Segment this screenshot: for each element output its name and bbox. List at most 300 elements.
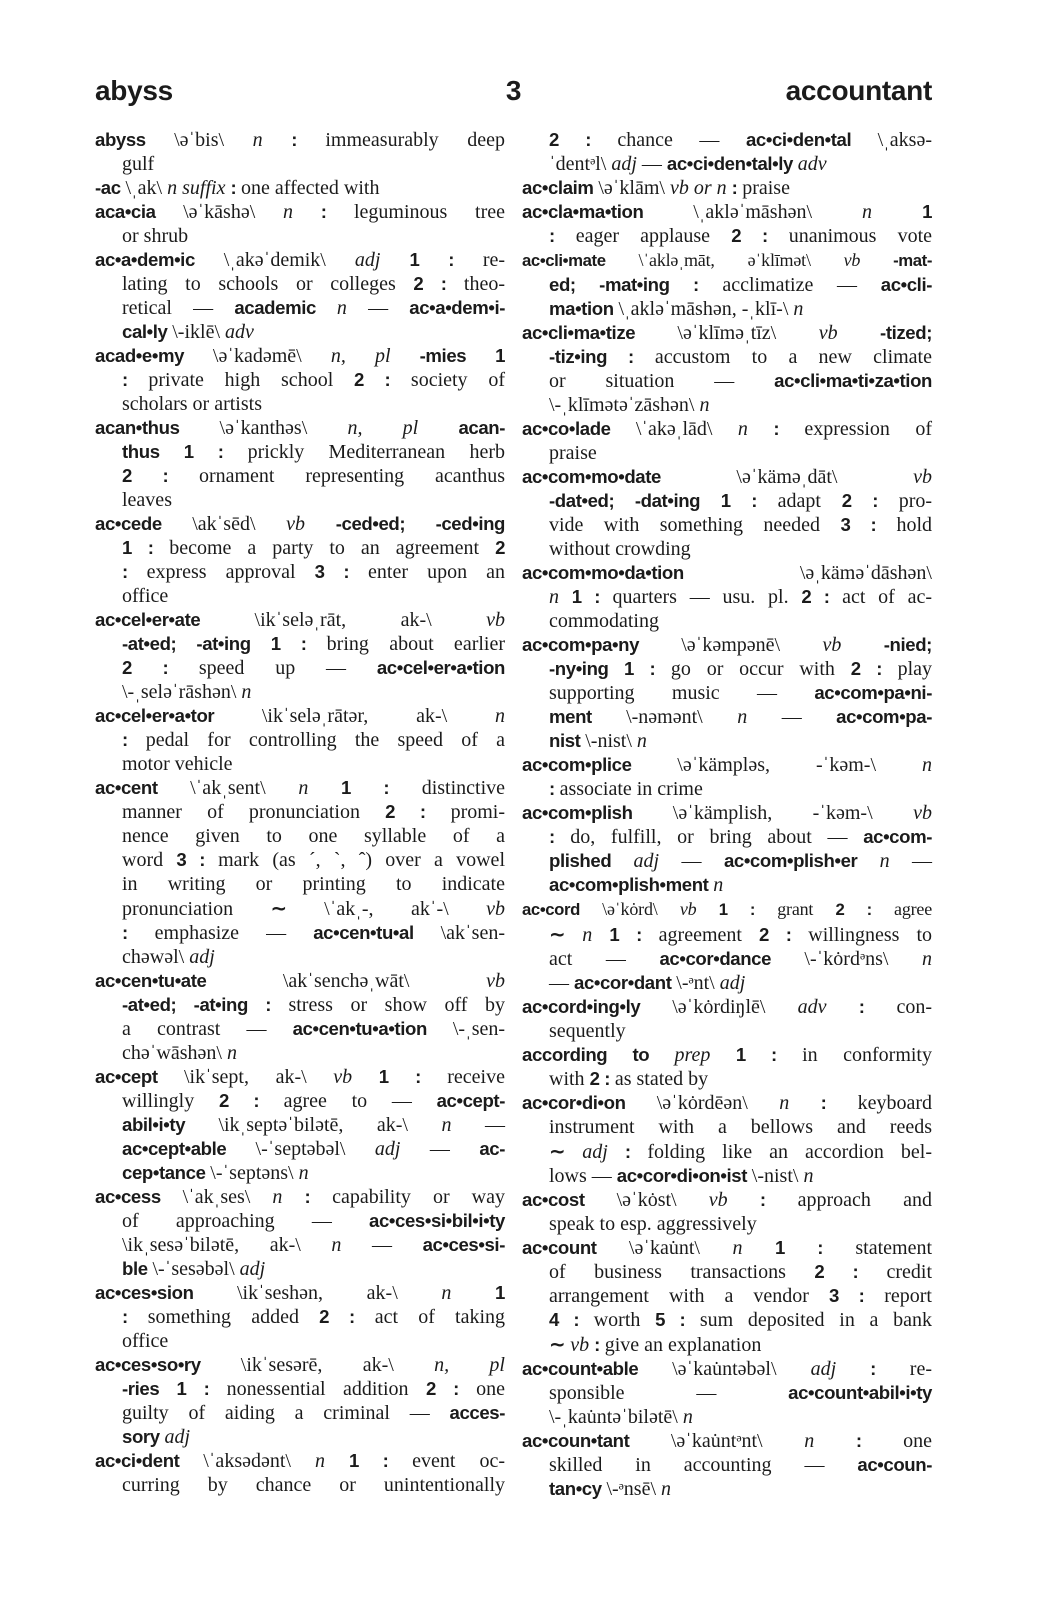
text-run: \ikˈsept, ak-\	[184, 1066, 334, 1088]
text-run: ac•cor•dant	[574, 972, 677, 993]
text-run: ac•cept-	[436, 1090, 505, 1111]
text-run: ac•cor•di•on	[522, 1092, 657, 1113]
text-run: worth	[593, 1309, 656, 1331]
text-run: prickly Mediterranean herb	[247, 441, 505, 463]
entry-line	[522, 971, 932, 995]
dictionary-entry	[95, 1185, 505, 1281]
text-run: re-	[482, 249, 506, 271]
text-run: express approval	[146, 561, 315, 583]
text-run: acclimatize —	[722, 274, 881, 296]
dictionary-entry	[95, 1353, 505, 1449]
page-header	[95, 76, 932, 106]
text-run: office	[122, 585, 169, 607]
text-run: 2 :	[589, 1068, 615, 1089]
text-run: expression of	[804, 418, 933, 440]
text-run: n	[804, 1430, 856, 1452]
text-run: :	[820, 1092, 858, 1113]
swung-dash: ∼	[270, 896, 287, 920]
text-run: speed up —	[198, 657, 377, 679]
text-run: acan-	[458, 417, 506, 438]
text-run: 1 :	[409, 249, 483, 270]
text-run: or situation —	[549, 370, 775, 392]
text-run: 4 :	[549, 1309, 594, 1330]
text-run: hold	[896, 514, 933, 536]
text-run: agree to —	[283, 1090, 437, 1112]
text-run: \-ˈseptəbəl\	[255, 1138, 375, 1160]
text-run: :	[122, 922, 155, 943]
entry-line	[522, 1115, 932, 1139]
entry-line	[95, 752, 505, 776]
text-run: \əˈkȯrdēən\	[656, 1092, 780, 1114]
entry-line	[522, 393, 932, 417]
text-run: ac•a•dem•i-	[409, 297, 506, 318]
text-run: 1 :	[775, 1237, 856, 1258]
text-run: 1 :	[348, 1450, 413, 1471]
text-run: n	[226, 1042, 237, 1064]
text-run: vb	[708, 1189, 760, 1211]
text-run: emphasize —	[154, 922, 314, 944]
entry-line	[522, 489, 932, 513]
text-run: ac•cel•er•a•tion	[376, 657, 505, 678]
text-run: or shrub	[122, 225, 189, 247]
text-run: ac•com•plish	[522, 802, 673, 823]
entry-line	[95, 632, 505, 656]
entry-line	[522, 1188, 932, 1212]
text-run: ac•com•plish•er	[723, 850, 880, 871]
dictionary-entry	[95, 1449, 505, 1497]
text-run: :	[549, 778, 560, 799]
text-run: :	[304, 1186, 333, 1207]
text-run: acan•thus	[95, 417, 220, 438]
text-run: -ny•ing 1 :	[549, 658, 671, 679]
text-run: 2 :	[549, 129, 618, 150]
text-run: -nied;	[883, 634, 932, 655]
dictionary-entry	[95, 776, 505, 969]
text-run: ma•tion	[549, 298, 619, 319]
text-run: adj	[164, 1426, 191, 1448]
text-run: \əˈkāshə\	[183, 201, 283, 223]
text-run: give an explanation	[604, 1334, 762, 1356]
text-run: ˈdentᵊl\	[549, 153, 612, 175]
text-run: 2 :	[354, 369, 411, 390]
text-run: academic	[234, 297, 337, 318]
text-run: promi-	[450, 801, 505, 823]
dictionary-entry	[522, 1236, 932, 1357]
text-run: associate in crime	[559, 778, 703, 800]
text-run: vb	[843, 250, 894, 270]
text-run: aca•cia	[95, 201, 184, 222]
entry-line	[522, 1019, 932, 1043]
entry-line	[95, 320, 505, 344]
text-run: \ˈaksədənt\	[203, 1450, 315, 1472]
text-run: vb	[818, 322, 881, 344]
entry-line	[522, 537, 932, 561]
entry-line	[522, 995, 932, 1019]
text-run: ac•co•lade	[522, 418, 636, 439]
swung-dash: ∼	[549, 1139, 566, 1163]
text-run: ac•com•plish•ment	[549, 874, 714, 895]
entry-line	[522, 273, 932, 297]
text-run: -at•ed; -at•ing 1 :	[122, 633, 327, 654]
text-run: society of	[410, 369, 506, 391]
text-run: ac•cli•ma•ti•za•tion	[774, 370, 932, 391]
text-run: retical —	[122, 297, 235, 319]
entry-line	[522, 1164, 932, 1188]
text-run: adv	[797, 153, 827, 175]
text-run: :	[759, 1189, 798, 1210]
text-run: ac•cen•tu•a•tion	[292, 1018, 453, 1039]
text-run: :	[858, 996, 897, 1017]
text-run: vb	[913, 466, 932, 488]
text-run: 3 :	[828, 1285, 885, 1306]
dictionary-entry	[95, 1281, 505, 1353]
text-run: enter upon an	[368, 561, 505, 583]
entry-line	[522, 1429, 932, 1453]
entry-line	[522, 297, 932, 321]
text-run: ac•cost	[522, 1189, 617, 1210]
text-run: event oc-	[412, 1450, 506, 1472]
text-run: ac•cept	[95, 1066, 184, 1087]
text-run: n	[298, 777, 342, 799]
text-run: :	[855, 1430, 904, 1451]
dictionary-entry	[95, 248, 505, 344]
text-run: 2 :	[814, 1261, 887, 1282]
text-run: with	[549, 1068, 590, 1090]
entry-line	[95, 680, 505, 704]
left-column	[95, 128, 505, 1501]
text-run: 1 :	[735, 1044, 803, 1065]
entry-line	[522, 849, 932, 873]
text-run: \əˈkäməˌdāt\	[736, 466, 914, 488]
text-run: sory	[122, 1426, 165, 1447]
text-run: something added	[147, 1306, 320, 1328]
text-run: theo-	[463, 273, 506, 295]
text-run: praise	[549, 442, 597, 464]
entry-line	[522, 1236, 932, 1260]
dictionary-entry	[95, 128, 505, 176]
text-run: n	[879, 850, 890, 872]
header-guide-word-right: accountant	[785, 75, 932, 106]
text-run: ac•ci•dent	[95, 1450, 204, 1471]
text-run: go or occur with	[670, 658, 851, 680]
text-run: —	[659, 850, 724, 872]
entry-line	[95, 1401, 505, 1425]
entry-line	[522, 321, 932, 345]
text-run: 5 :	[655, 1309, 700, 1330]
text-run: \əˈkəmpənē\	[681, 634, 823, 656]
entry-line	[95, 608, 505, 632]
text-run: 2 :	[835, 900, 895, 919]
text-run: \əˈkämpləs, -ˈkəm-\	[677, 754, 922, 776]
text-run: agreement	[658, 924, 759, 946]
text-run: \əˈkämplish, -ˈkəm-\	[672, 802, 914, 824]
text-run: scholars or artists	[122, 393, 262, 415]
text-run: ac•cli•mate	[522, 251, 639, 270]
entry-line	[522, 585, 932, 609]
text-run: :	[122, 1306, 148, 1327]
entry-line	[95, 824, 505, 848]
dictionary-entry	[522, 1091, 932, 1188]
text-run: vide with something needed	[549, 514, 841, 536]
text-run: adj	[374, 1138, 401, 1160]
entry-line	[95, 536, 505, 560]
entry-line	[95, 344, 505, 368]
entry-line	[522, 1284, 932, 1308]
dictionary-entry	[522, 465, 932, 561]
text-run: acces-	[449, 1402, 505, 1423]
entry-line	[95, 224, 505, 248]
text-run: \əˈkanthəs\	[219, 417, 348, 439]
text-run: n	[737, 706, 748, 728]
text-run: nence given to one syllable of a	[122, 825, 505, 847]
text-run: adj	[189, 946, 215, 968]
entry-line	[522, 1453, 932, 1477]
text-run: \ˌaksə-	[877, 129, 932, 151]
text-run: n	[565, 924, 610, 946]
text-run: ac•cor•dance	[659, 948, 805, 969]
text-run: 2 :	[319, 1306, 375, 1327]
text-run: act of taking	[374, 1306, 505, 1328]
text-run: :	[731, 177, 743, 198]
text-run: ac•claim	[522, 177, 599, 198]
entry-line	[95, 272, 505, 296]
text-run: n	[636, 730, 647, 752]
text-run: \əˈkau̇ntᵊnt\	[670, 1430, 805, 1452]
text-run: ornament representing acanthus	[198, 465, 505, 487]
entry-line	[522, 513, 932, 537]
dictionary-entry	[95, 512, 505, 608]
text-run: :	[230, 177, 242, 198]
text-run: ac•ces•si•bil•i•ty	[369, 1210, 505, 1231]
entry-line	[522, 825, 932, 849]
text-run: 1 :	[341, 777, 422, 798]
entry-line	[522, 1260, 932, 1284]
dictionary-entry	[522, 1188, 932, 1236]
text-run: 1	[922, 201, 933, 222]
text-run: skilled in accounting —	[549, 1454, 858, 1476]
entry-line	[522, 873, 932, 897]
text-run: 2 :	[218, 1090, 284, 1111]
text-run: \ikˈseshən, ak-\	[236, 1282, 442, 1304]
entry-line	[95, 464, 505, 488]
text-run: 2	[495, 537, 506, 558]
entry-line	[522, 1212, 932, 1236]
text-run: \əˈbis\	[174, 129, 253, 151]
text-run: ac•cept•able	[122, 1138, 256, 1159]
text-run: one	[476, 1378, 505, 1400]
text-run: \əˈkȯst\	[616, 1189, 709, 1211]
dictionary-entry	[522, 1357, 932, 1429]
text-run: ac•cli•ma•tize	[522, 322, 678, 343]
text-run: chəˈwāshən\	[122, 1042, 227, 1064]
text-run: \ˈakˌsent\	[190, 777, 299, 799]
entry-line	[95, 1449, 505, 1473]
text-run: \əˈkau̇nt\	[628, 1237, 733, 1259]
text-run: play	[897, 658, 933, 680]
text-run: arrangement with a vendor	[549, 1285, 829, 1307]
entry-line	[95, 776, 505, 800]
header-guide-word-left: abyss	[95, 75, 173, 106]
text-run: do, fulfill, or bring about —	[570, 826, 864, 848]
entry-line	[522, 224, 932, 248]
text-run: ac•ces•si-	[422, 1234, 505, 1255]
text-run: cal•ly	[122, 321, 173, 342]
text-run: \ˌakləˈmāshən, -ˌklī-\	[618, 298, 794, 320]
entry-line	[95, 1041, 505, 1065]
text-run: -tized;	[880, 322, 932, 343]
text-run: gulf	[122, 153, 155, 175]
text-run: 2 :	[841, 490, 899, 511]
entry-line	[95, 921, 505, 945]
text-run: \ˌakləˈmāshən\	[693, 201, 863, 223]
entry-line	[522, 176, 932, 200]
entry-line	[95, 440, 505, 464]
text-run: —	[549, 972, 574, 994]
dictionary-entry	[522, 321, 932, 417]
text-run: \əˌkäməˈdāshən\	[799, 562, 932, 584]
text-run: instrument with a bellows and reeds	[549, 1116, 932, 1138]
text-run: ac•com•plice	[522, 754, 678, 775]
page-body	[95, 128, 932, 1501]
text-run: n	[336, 297, 347, 319]
swung-dash: ∼	[549, 1332, 566, 1356]
entry-line	[95, 1305, 505, 1329]
text-run: \akˈsenchəˌwāt\	[282, 970, 487, 992]
entry-line	[522, 417, 932, 441]
text-run: 1 :	[718, 900, 778, 919]
text-run: stress or show off by	[288, 994, 505, 1016]
entry-line	[522, 1308, 932, 1332]
text-run: ac•com•pa•ni-	[814, 682, 932, 703]
dictionary-entry	[522, 1429, 932, 1501]
text-run: nist	[549, 730, 586, 751]
text-run: thus 1 :	[122, 441, 248, 462]
text-run: adv	[797, 996, 859, 1018]
text-run: willingly	[122, 1090, 219, 1112]
text-run: \ˌakəˈdemik\	[223, 249, 355, 271]
entry-line	[95, 945, 505, 969]
entry-line	[522, 897, 932, 922]
entry-line	[522, 1477, 932, 1501]
text-run: according to	[522, 1044, 675, 1065]
entry-line	[95, 584, 505, 608]
text-run: keyboard	[857, 1092, 932, 1114]
text-run: \-ˌsen-	[452, 1018, 506, 1040]
text-run: \-ᵊnsē\	[606, 1478, 662, 1500]
text-run: chance —	[617, 129, 746, 151]
entry-line	[522, 801, 932, 825]
text-run: ac•coun•tant	[522, 1430, 671, 1451]
dictionary-entry	[522, 248, 932, 321]
dictionary-entry	[522, 176, 932, 200]
entry-line	[95, 248, 505, 272]
text-run: n	[661, 1478, 672, 1500]
dictionary-entry	[95, 416, 505, 512]
entry-line	[95, 656, 505, 680]
text-run: \-iklē\	[172, 321, 225, 343]
entry-line	[95, 200, 505, 224]
entry-line	[95, 1377, 505, 1401]
dictionary-entry	[522, 561, 932, 633]
dictionary-entry	[522, 128, 932, 176]
text-run: -ries 1 :	[122, 1378, 227, 1399]
text-run: ac•count	[522, 1237, 629, 1258]
text-run: \-ˌseləˈrāshən\	[122, 681, 242, 703]
entry-line	[522, 1332, 932, 1357]
text-run: 2 :	[801, 586, 843, 607]
text-run: manner of pronunciation	[122, 801, 386, 823]
text-run: \-ˈseptəns\	[210, 1162, 299, 1184]
text-run: receive	[447, 1066, 505, 1088]
text-run: ac•cor•di•on•ist	[616, 1165, 752, 1186]
text-run: -mies 1	[419, 345, 506, 366]
entry-line	[95, 1353, 505, 1377]
text-run: become a party to an agreement	[169, 537, 496, 559]
text-run: ac•ces•so•ry	[95, 1354, 241, 1375]
text-run: ble	[122, 1258, 153, 1279]
text-run: abil•i•ty	[122, 1114, 219, 1135]
text-run: n	[682, 1406, 693, 1428]
text-run: \ikˌsesəˈbilətē, ak-\	[122, 1234, 332, 1256]
entry-line	[95, 704, 505, 728]
text-run: statement	[855, 1237, 932, 1259]
text-run: \əˈkȯrd\	[602, 899, 680, 919]
text-run: 1 :	[122, 537, 170, 558]
text-run: acad•e•my	[95, 345, 213, 366]
text-run: pro-	[898, 490, 933, 512]
text-run: of business transactions	[549, 1261, 815, 1283]
entry-line	[95, 128, 505, 152]
text-run: one affected with	[241, 177, 380, 199]
text-run: accustom to a new climate	[654, 346, 932, 368]
text-run: bring about earlier	[326, 633, 506, 655]
entry-line	[95, 152, 505, 176]
text-run: ac•cel•er•a•tor	[95, 705, 262, 726]
entry-line	[95, 1185, 505, 1209]
text-run: 3 :	[176, 849, 219, 870]
entry-line	[522, 777, 932, 801]
entry-line	[95, 969, 505, 993]
dictionary-entry	[522, 995, 932, 1043]
text-run: \əˈkau̇ntəbəl\	[672, 1358, 811, 1380]
entry-line	[95, 800, 505, 824]
text-run: lating to schools or colleges	[122, 273, 414, 295]
text-run: ed; -mat•ing :	[549, 274, 723, 295]
entry-line	[95, 1257, 505, 1281]
text-run: ac•ci•den•tal	[745, 129, 878, 150]
text-run: —	[889, 850, 932, 872]
text-run: n	[699, 394, 710, 416]
text-run: guilty of aiding a criminal —	[122, 1402, 450, 1424]
text-run: n	[441, 1282, 496, 1304]
text-run: 2 :	[413, 273, 464, 294]
text-run: n, pl	[347, 417, 459, 439]
entry-line	[522, 465, 932, 489]
text-run: office	[122, 1330, 169, 1352]
text-run: vb	[286, 513, 336, 535]
text-run: of approaching —	[122, 1210, 370, 1232]
entry-line	[95, 1017, 505, 1041]
entry-line	[95, 560, 505, 584]
text-run: \ˈakləˌmāt, əˈklīmət\	[638, 250, 844, 270]
text-run: \akˈsen-	[440, 922, 505, 944]
text-run: \ˈakˌ-, akˈ-\	[286, 898, 487, 920]
text-run: n	[298, 1162, 309, 1184]
dictionary-entry	[95, 704, 505, 776]
text-run: n	[314, 1450, 349, 1472]
text-run: n suffix	[167, 177, 231, 199]
text-run: commodating	[549, 610, 659, 632]
